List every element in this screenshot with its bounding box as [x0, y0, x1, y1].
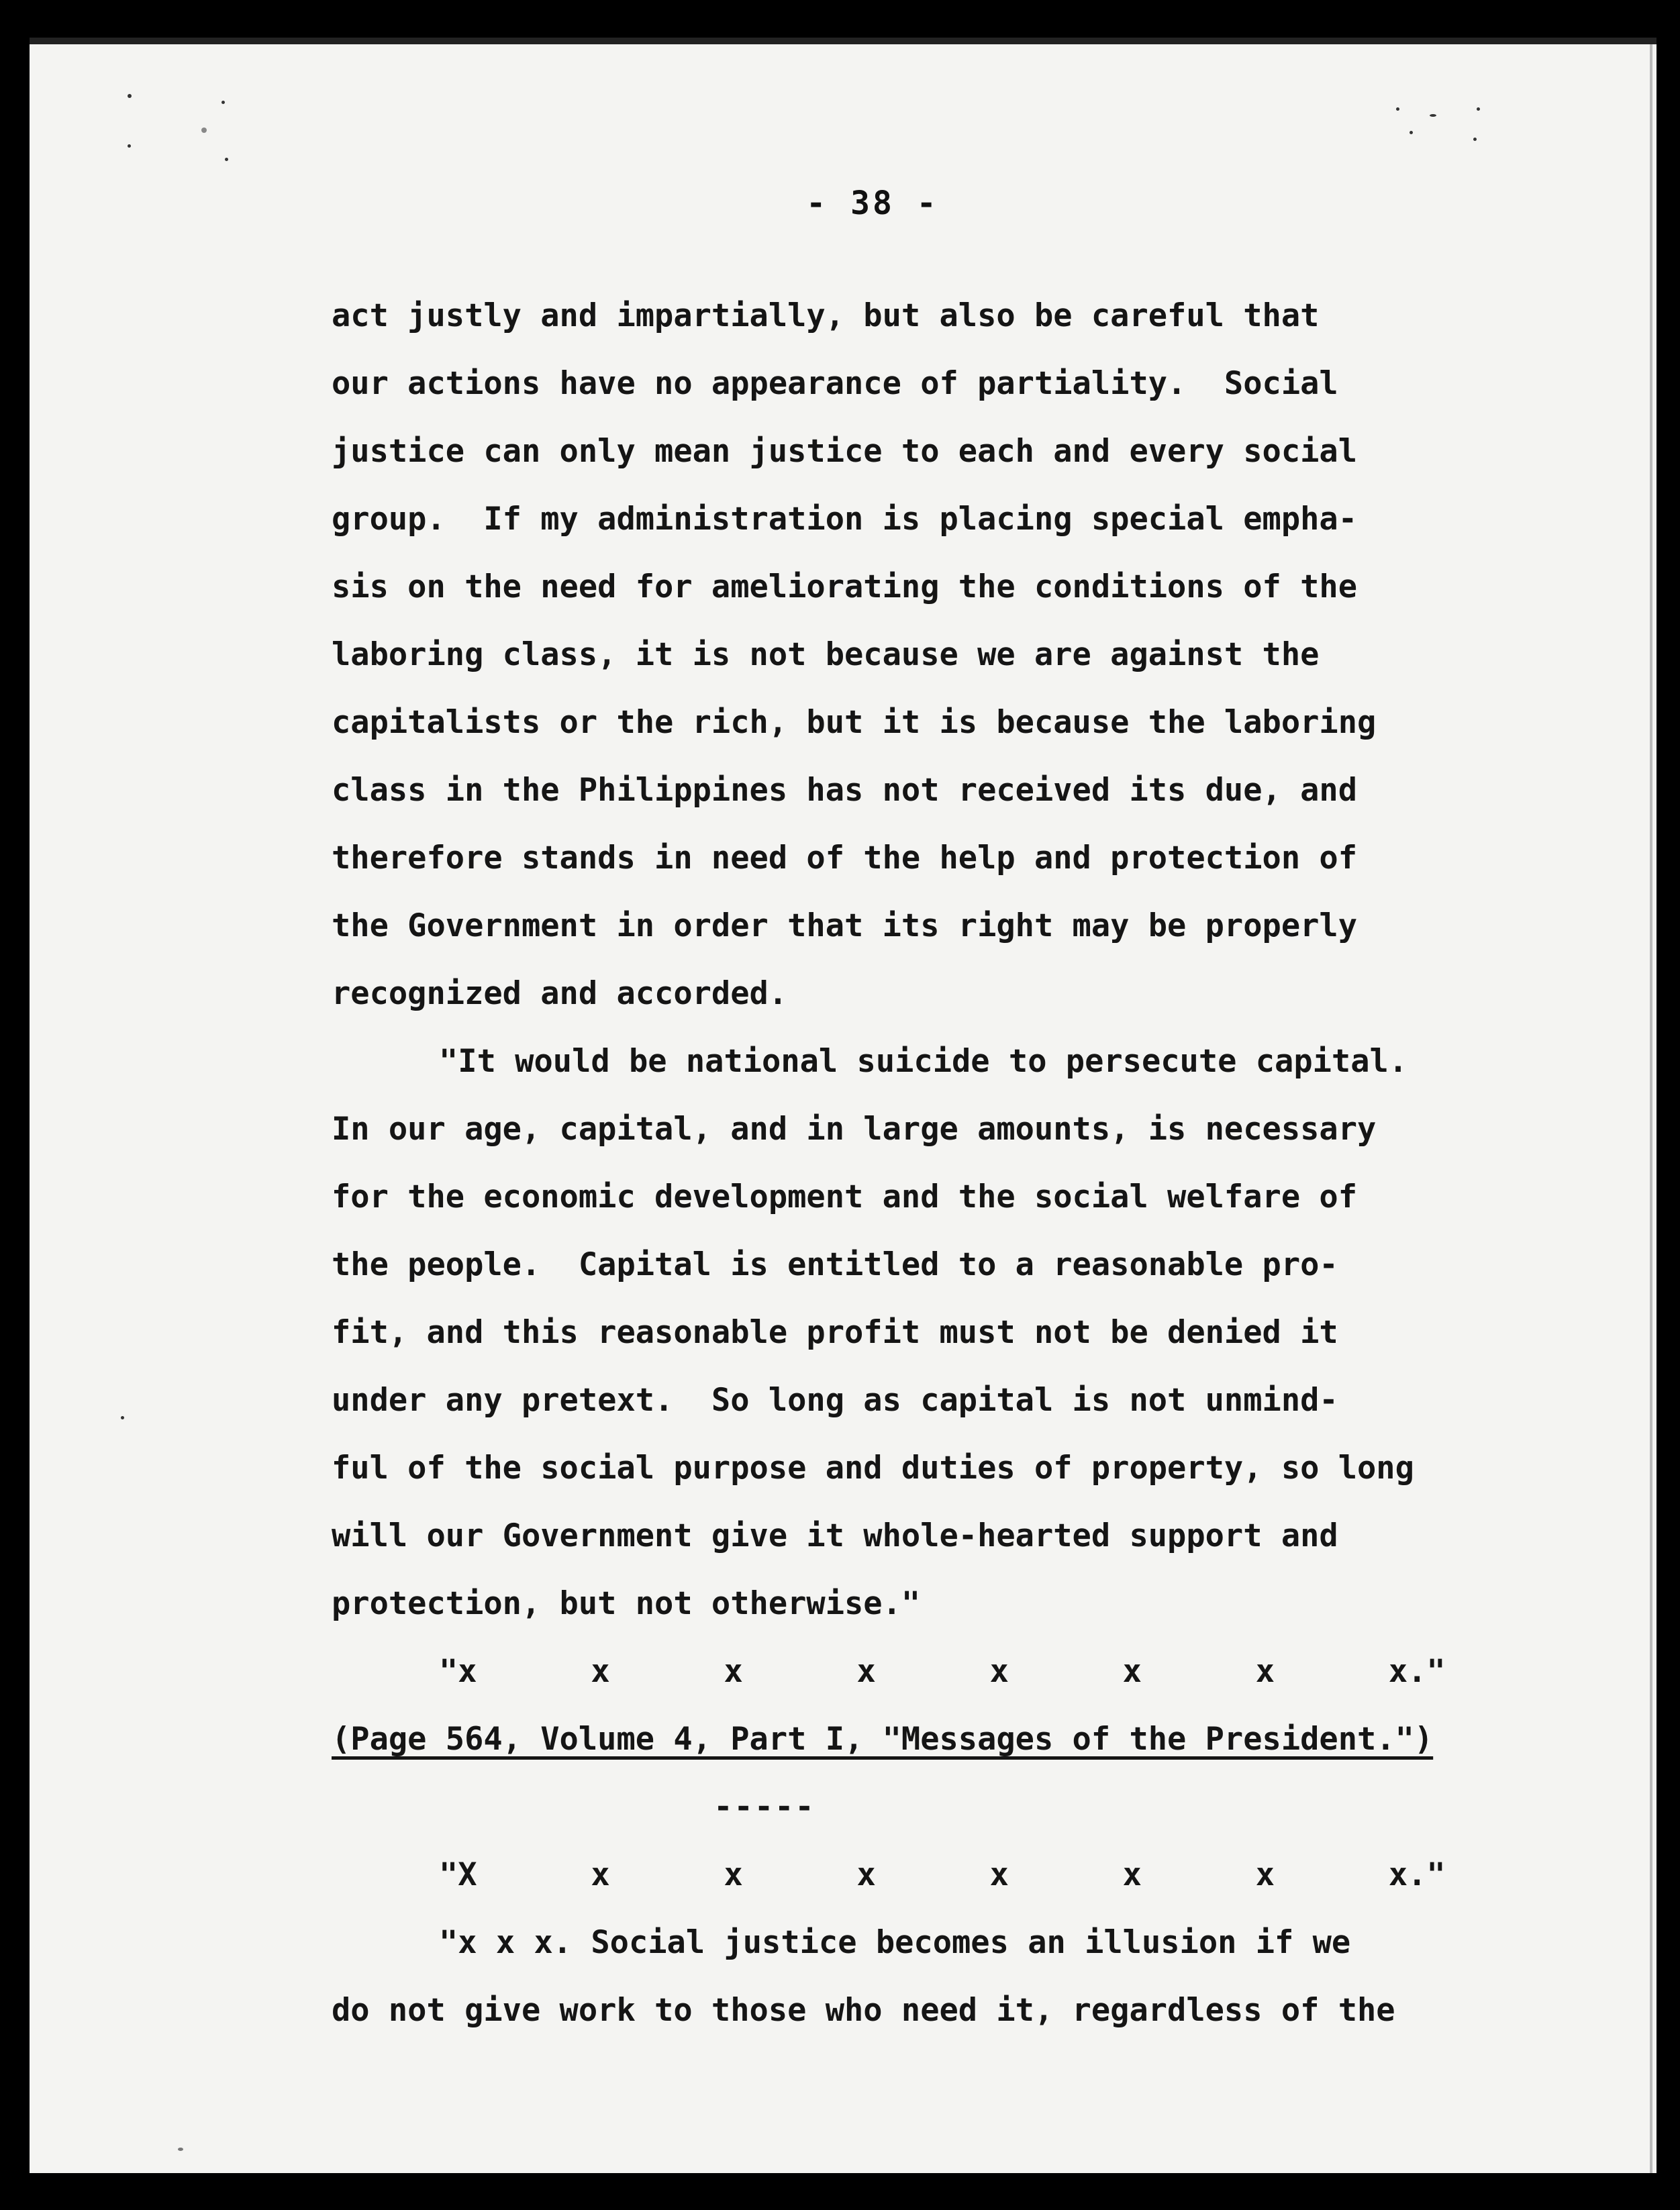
- text-line: capitalists or the rich, but it is because the laboring: [332, 704, 1377, 741]
- text-line: act justly and impartially, but also be careful that: [332, 297, 1320, 334]
- scan-speck: [221, 101, 225, 104]
- paragraph-2: [332, 1027, 1540, 1638]
- text-line: "x x x. Social justice becomes an illusion if we: [439, 1924, 1351, 1961]
- text-line: under any pretext. So long as capital is not unmind-: [332, 1382, 1338, 1419]
- text-line: "It would be national suicide to persecute capital.: [439, 1043, 1408, 1080]
- text-line: class in the Philippines has not received its due, and: [332, 772, 1358, 809]
- scan-speck: [1410, 131, 1413, 134]
- citation: (Page 564, Volume 4, Part I, "Messages of the President."): [332, 1721, 1434, 1758]
- scan-speck: [1430, 114, 1436, 117]
- text-line: therefore stands in need of the help and protection of: [332, 840, 1358, 876]
- section-divider: -----: [713, 1789, 816, 1825]
- text-line: In our age, capital, and in large amounts, is necessary: [332, 1111, 1377, 1148]
- text-line: the Government in order that its right may be properly: [332, 907, 1358, 944]
- text-line: ful of the social purpose and duties of property, so long: [332, 1450, 1414, 1487]
- text-line: fit, and this reasonable profit must not be denied it: [332, 1314, 1338, 1351]
- text-line: will our Government give it whole-hearted support and: [332, 1517, 1338, 1554]
- text-line: group. If my administration is placing special empha-: [332, 501, 1358, 538]
- text-line: the people. Capital is entitled to a reasonable pro-: [332, 1246, 1338, 1283]
- text-line: sis on the need for ameliorating the conditions of the: [332, 568, 1358, 605]
- page-edge: [1650, 44, 1652, 2173]
- scan-speck: [1396, 107, 1399, 111]
- scan-speck: [225, 158, 228, 161]
- scan-speck: [121, 1416, 124, 1419]
- text-line: our actions have no appearance of partiality. Social: [332, 365, 1338, 402]
- scan-speck: [1473, 138, 1477, 141]
- paragraph-3: [332, 1909, 1540, 2044]
- scan-speck: [128, 144, 131, 148]
- ellipsis-marker: "X x x x x x x x.": [439, 1856, 1446, 1893]
- ellipsis-marker: "x x x x x x x x.": [439, 1653, 1446, 1690]
- scan-speck: [128, 94, 132, 98]
- page-number: - 38 -: [806, 185, 939, 222]
- paragraph-1: [332, 282, 1540, 1027]
- text-line: recognized and accorded.: [332, 975, 788, 1012]
- scan-speck: [201, 128, 207, 133]
- text-line: do not give work to those who need it, regardless of the: [332, 1992, 1395, 2029]
- scan-speck: [178, 2148, 183, 2151]
- document-body: [332, 282, 1540, 2044]
- text-line: justice can only mean justice to each and every social: [332, 433, 1358, 470]
- scan-speck: [1477, 107, 1480, 111]
- text-line: laboring class, it is not because we are against the: [332, 636, 1320, 673]
- text-line: for the economic development and the social welfare of: [332, 1178, 1358, 1215]
- text-line: protection, but not otherwise.": [332, 1585, 921, 1622]
